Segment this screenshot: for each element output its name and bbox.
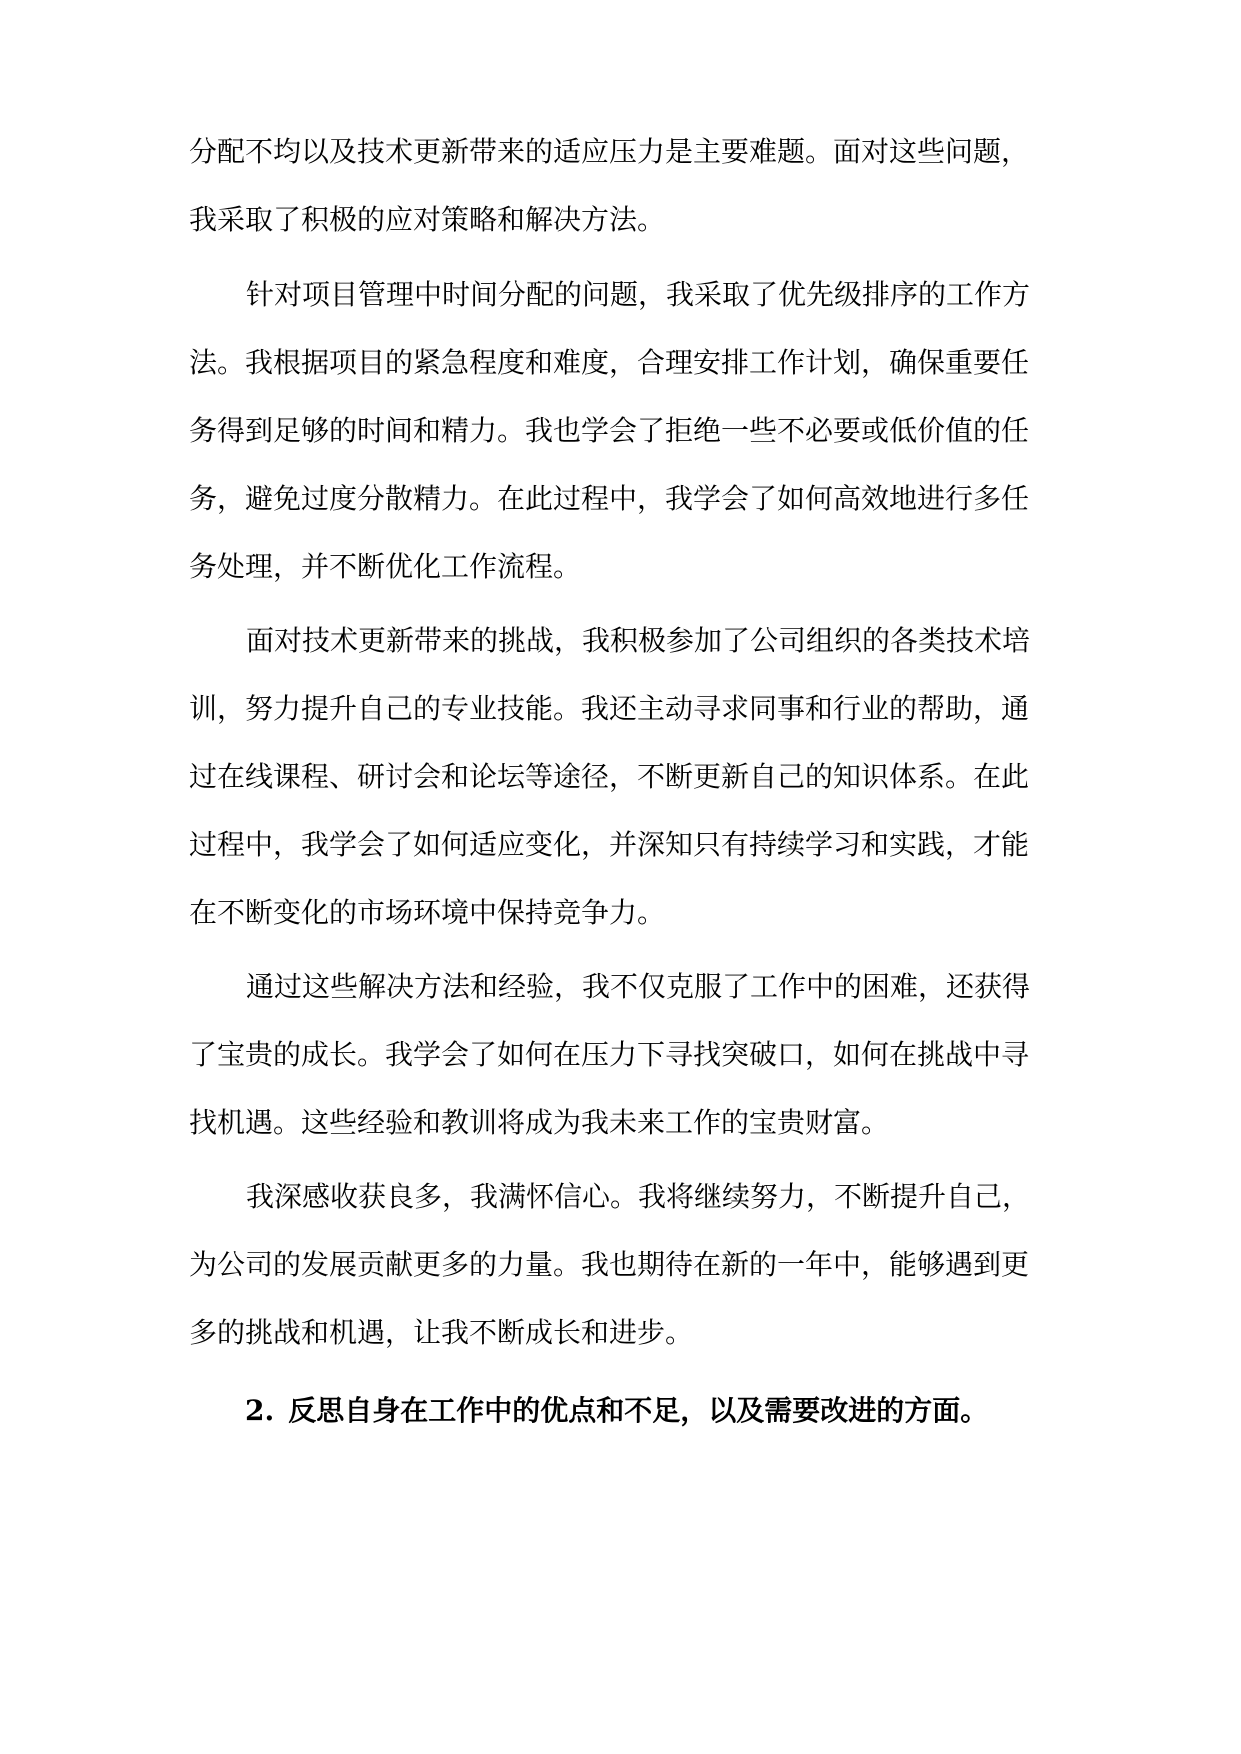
text-line: 过在线课程、研讨会和论坛等途径，不断更新自己的知识体系。在此 — [189, 760, 1030, 793]
text-line: 为公司的发展贡献更多的力量。我也期待在新的一年中，能够遇到更 — [189, 1248, 1030, 1281]
text-line: 务得到足够的时间和精力。我也学会了拒绝一些不必要或低价值的任 — [189, 414, 1030, 447]
text-line: 面对技术更新带来的挑战，我积极参加了公司组织的各类技术培 — [246, 624, 1031, 657]
text-line: 我深感收获良多，我满怀信心。我将继续努力，不断提升自己， — [246, 1180, 1031, 1213]
section-heading-number: 2. — [245, 1394, 275, 1427]
text-line: 分配不均以及技术更新带来的适应压力是主要难题。面对这些问题， — [189, 135, 1030, 168]
text-line: 针对项目管理中时间分配的问题，我采取了优先级排序的工作方 — [246, 278, 1031, 311]
text-line: 多的挑战和机遇，让我不断成长和进步。 — [189, 1316, 694, 1349]
text-line: 训，努力提升自己的专业技能。我还主动寻求同事和行业的帮助，通 — [189, 692, 1030, 725]
text-line: 务，避免过度分散精力。在此过程中，我学会了如何高效地进行多任 — [189, 482, 1030, 515]
section-heading — [245, 1391, 1069, 1431]
text-line: 法。我根据项目的紧急程度和难度，合理安排工作计划，确保重要任 — [189, 346, 1030, 379]
text-line: 务处理，并不断优化工作流程。 — [189, 550, 582, 583]
text-line: 我采取了积极的应对策略和解决方法。 — [189, 203, 666, 236]
text-line: 了宝贵的成长。我学会了如何在压力下寻找突破口，如何在挑战中寻 — [189, 1038, 1030, 1071]
section-heading-text: 反思自身在工作中的优点和不足，以及需要改进的方面。 — [288, 1394, 989, 1427]
text-line: 通过这些解决方法和经验，我不仅克服了工作中的困难，还获得 — [246, 970, 1031, 1003]
text-line: 找机遇。这些经验和教训将成为我未来工作的宝贵财富。 — [189, 1106, 890, 1139]
text-line: 过程中，我学会了如何适应变化，并深知只有持续学习和实践，才能 — [189, 828, 1030, 861]
text-line: 在不断变化的市场环境中保持竞争力。 — [189, 896, 666, 929]
